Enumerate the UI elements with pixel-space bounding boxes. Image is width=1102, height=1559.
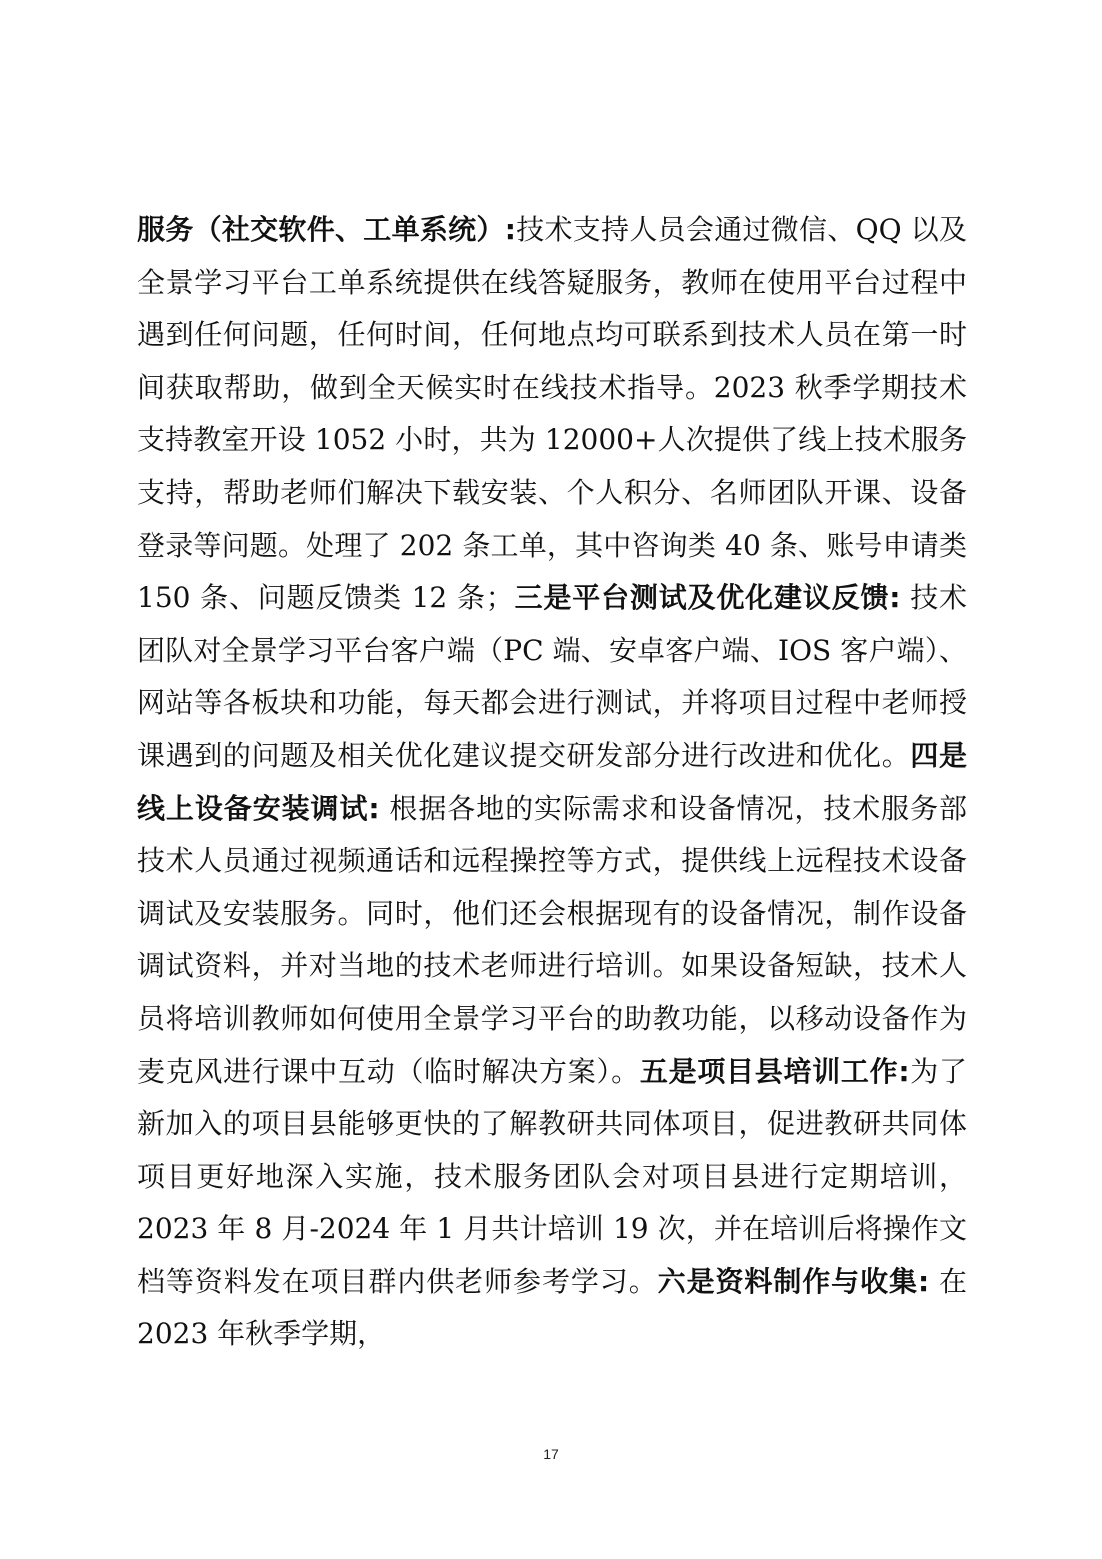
- bold-heading-device-installation: 四是线上设备安装调试:: [137, 738, 967, 825]
- body-paragraph: [137, 204, 967, 1361]
- bold-heading-material-production: 六是资料制作与收集:: [657, 1264, 930, 1298]
- paragraph-text: 技术团队对全景学习平台客户端（PC 端、安卓客户端、IOS 客户端）、网站等各板块和功能，每天都会进行测试，并将项目过程中老师授课遇到的问题及相关优化建议提交研发部分进行改进和优化。: [137, 581, 968, 772]
- paragraph-text: 根据各地的实际需求和设备情况，技术服务部技术人员通过视频通话和远程操控等方式，提供线上远程技术设备调试及安装服务。同时，他们还会根据现有的设备情况，制作设备调试资料，并对当地的技术老师进行培训。如果设备短缺，技术人员将培训教师如何使用全景学习平台的助教功能，以移动设备作为麦克风进行课中互动（临时解决方案）。: [137, 791, 968, 1088]
- paragraph-text: 在 2023 年秋季学期，: [137, 1264, 967, 1351]
- paragraph-text: 为了新加入的项目县能够更快的了解教研共同体项目，促进教研共同体项目更好地深入实施，技术服务团队会对项目县进行定期培训，2023 年 8 月-2024 年 1 月共计培训 19 次，并在培训后将操作文档等资料发在项目群内供老师参考学习。: [137, 1054, 967, 1298]
- page-number: 17: [543, 1446, 559, 1462]
- bold-heading-county-training: 五是项目县培训工作:: [639, 1054, 910, 1088]
- bold-heading-service-channels: 服务（社交软件、工单系统）:: [137, 213, 516, 246]
- paragraph-text: 技术支持人员会通过微信、QQ 以及全景学习平台工单系统提供在线答疑服务，教师在使用平台过程中遇到任何问题，任何时间，任何地点均可联系到技术人员在第一时间获取帮助，做到全天候实时在线技术指导。2023 秋季学期技术支持教室开设 1052 小时，共为 12000+人次提供了线上技术服务支持，帮助老师们解决下载安装、个人积分、名师团队开课、设备登录等问题。处理了 202 条工单，其中咨询类 40 条、账号申请类 150 条、问题反馈类 12 条；: [137, 213, 967, 615]
- bold-heading-platform-testing: 三是平台测试及优化建议反馈:: [513, 581, 901, 615]
